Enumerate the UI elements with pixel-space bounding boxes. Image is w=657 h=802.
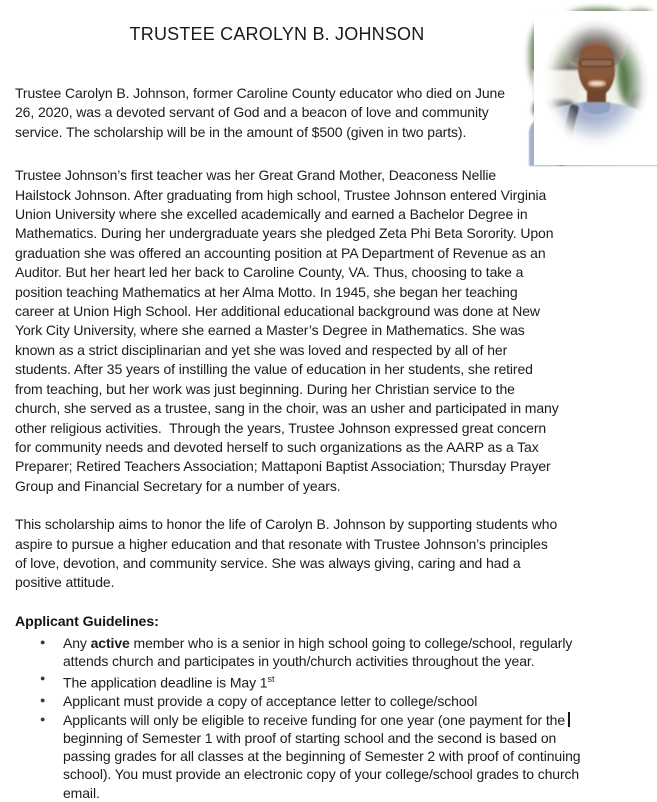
guideline-item-funding [15,711,657,802]
text-line: positive attitude. [15,574,115,591]
text-line: from teaching, but her work was just beginning. During her Christian service to the [15,380,515,397]
text-segment: member who is a senior in high school going to college/school, regularly [129,634,573,651]
text-line: Mathematics. During her undergraduate years she pledged Zeta Phi Beta Sorority. Upon [15,225,554,242]
photo-oval-vignette [534,11,657,165]
text-line: Trustee Carolyn B. Johnson, former Caroline County educator who died on June [15,85,505,101]
text-line: known as a strict disciplinarian and yet she was loved and respected by all of her [15,341,508,358]
text-line: of love, devotion, and community service. She was always giving, caring and had a [15,554,521,571]
text-segment: The application deadline is May 1 [63,675,268,691]
text-line: Group and Financial Secretary for a number of years. [15,477,341,494]
text-line: York City University, where she earned a Master’s Degree in Mathematics. She was [15,322,525,339]
paragraph-biography [15,166,657,496]
guideline-item-acceptance-letter [15,692,657,710]
text-line [63,634,657,652]
text-line: 26, 2020, was a devoted servant of God and a beacon of love and community [15,104,489,121]
text-line: church, she served as a trustee, sang in the choir, was an usher and participated in many [15,400,559,417]
text-line: This scholarship aims to honor the life of Carolyn B. Johnson by supporting students who [15,516,558,533]
text-line: for community needs and devoted herself to such organizations as the AARP as a Tax [15,438,539,455]
text-line: position teaching Mathematics at her Alma Motto. In 1945, she began her teaching [15,283,518,300]
bullet-icon: ● [40,673,46,684]
text-line: beginning of Semester 1 with proof of starting school and the second is based on [63,729,557,746]
text-line: Auditor. But her heart led her back to Caroline County, VA. Thus, choosing to take a [15,264,524,281]
text-line: Applicant must provide a copy of acceptance letter to college/school [63,693,478,710]
text-line [63,711,657,729]
superscript-ordinal: st [267,674,275,685]
text-line: email. [63,784,100,801]
wrapped-lines [63,729,657,802]
text-line: aspire to pursue a higher education and that resonate with Trustee Johnson’s principles [15,535,548,552]
text-segment: Any [63,634,91,651]
bullet-icon: ● [40,695,46,706]
text-line: school). You must provide an electronic copy of your college/school grades to church [63,766,580,783]
text-line: attends church and participates in youth/church activities throughout the year. [63,653,535,670]
paragraph-purpose [15,515,657,593]
text-line: service. The scholarship will be in the amount of $500 (given in two parts). [15,123,467,140]
text-line [63,670,657,692]
text-cursor [568,712,570,727]
text-line: passing grades for all classes at the beginning of Semester 2 with proof of continuing [63,748,581,765]
text-line: career at Union High School. Her additional educational background was done at New [15,303,540,320]
page-title: TRUSTEE CAROLYN B. JOHNSON [129,24,425,44]
text-line: Hailstock Johnson. After graduating from high school, Trustee Johnson entered Virginia [15,186,547,203]
text-line: Preparer; Retired Teachers Association; Mattaponi Baptist Association; Thursday Prayer [15,458,551,475]
text-line: graduation she was offered an accounting position at PA Department of Revenue as an [15,244,546,261]
text-line: other religious activities. Through the years, Trustee Johnson expressed great concern [15,419,547,436]
text-segment: Applicants will only be eligible to receive funding for one year (one payment for the [63,711,566,728]
guideline-item-active-member [15,634,657,671]
bullet-icon: ● [40,713,46,724]
guideline-item-deadline [15,670,657,692]
text-segment-bold: active [90,634,130,651]
text-line: Union University where she excelled academically and earned a Bachelor Degree in [15,206,528,223]
text-line: Trustee Johnson’s first teacher was her Great Grand Mother, Deaconess Nellie [15,167,497,184]
guidelines-list [15,634,657,802]
guidelines-heading: Applicant Guidelines: [15,613,159,630]
bullet-icon: ● [40,636,46,647]
portrait-photo [535,12,657,164]
text-line: students. After 35 years of instilling the value of education in her students, she retired [15,361,533,378]
